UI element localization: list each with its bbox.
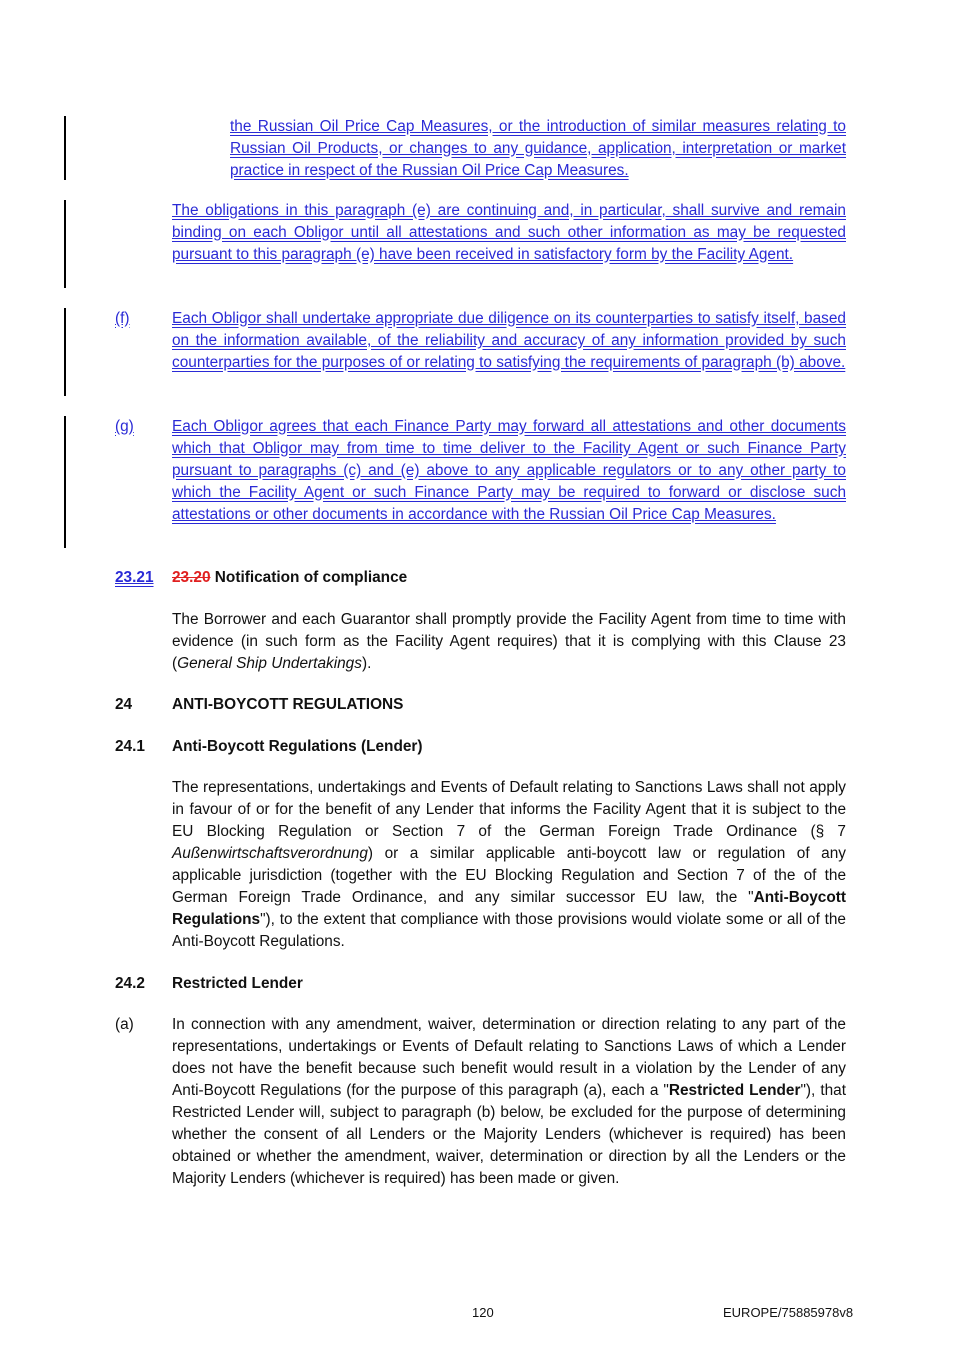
text-run: In connection with any amendment, waiver, determination or direction relating to any part of the representations, undertakings or Events of Default relating to Sanctions Laws of which a Lender does not have the benefit because such benefit would result in a violation by the Lender of any Anti-Boycott Regulations (for the purpose of this paragraph (a), each a " <box>172 1016 846 1099</box>
italic-run: Außenwirtschaftsverordnung <box>172 845 368 862</box>
clause-24-title: ANTI-BOYCOTT REGULATIONS <box>172 696 404 713</box>
text-run: The representations, undertakings and Events of Default relating to Sanctions Laws shall not apply in favour of or for the benefit of any Lender that informs the Facility Agent that it is subject to the EU Blocking Regulation or Section 7 of the German Foreign Trade Ordinance (§ 7 <box>172 779 846 840</box>
change-bar <box>64 116 66 180</box>
page-number: 120 <box>472 1305 494 1320</box>
text-run: ) or a similar applicable anti-boycott law or regulation of any applicable jurisdiction (together with the EU Blocking Regulation and Section 7 of the of the German Foreign Trade Ordinance, and any similar successor EU law, the " <box>172 845 846 906</box>
italic-run: General Ship Undertakings <box>177 655 362 672</box>
clause-24-1-number: 24.1 <box>115 738 145 755</box>
clause-24-2-number: 24.2 <box>115 975 145 992</box>
clause-24-1-title: Anti-Boycott Regulations (Lender) <box>172 738 423 755</box>
paragraph-a-number: (a) <box>115 1016 134 1033</box>
paragraph-f-number: (f) <box>115 310 130 327</box>
change-bar <box>64 416 66 548</box>
paragraph-f-text: Each Obligor shall undertake appropriate due diligence on its counterparties to satisfy itself, based on the information available, of the reliability and accuracy of any information provided by such counterparties for the purposes of or relating to satisfying the requirements of paragraph (b) above. <box>172 310 846 371</box>
document-reference: EUROPE/75885978v8 <box>723 1305 854 1320</box>
inserted-paragraph-obligations: The obligations in this paragraph (e) are continuing and, in particular, shall survive and remain binding on each Obligor until all attestations and such other information as may be requested pursuant to this paragraph (e) have been received in satisfactory form by the Facility Agent. <box>172 202 846 263</box>
text-run: "), to the extent that compliance with those provisions would violate some or all of the Anti-Boycott Regulations. <box>172 911 846 950</box>
clause-24-1-text <box>172 777 846 953</box>
paragraph-a-text <box>172 1014 846 1190</box>
clause-24-2-title: Restricted Lender <box>172 975 303 992</box>
paragraph-g-number: (g) <box>115 418 134 435</box>
bold-run: Restricted Lender <box>668 1082 801 1099</box>
text-run: "), that Restricted Lender will, subject to paragraph (b) below, be excluded for the purpose of determining whether the consent of all Lenders or the Majority Lenders (whichever is required) has been obtained or whether the amendment, waiver, determination or direction by all the Lenders or the Majority Lenders (whichever is required) has been made or given. <box>172 1082 847 1187</box>
clause-23-21-number: 23.21 <box>115 569 154 586</box>
clause-23-21-text <box>172 609 846 675</box>
text-run: The Borrower and each Guarantor shall promptly provide the Facility Agent from time to time with evidence (in such form as the Facility Agent requires) that it is complying with this Clause 23 ( <box>172 611 846 672</box>
paragraph-g-text: Each Obligor agrees that each Finance Party may forward all attestations and other documents which that Obligor may from time to time deliver to the Facility Agent or such Finance Party pursuant to paragraphs (c) and (e) above to any applicable regulators or to any other party to which the Facility Agent or such Finance Party may be required to forward or disclose such attestations or other documents in accordance with the Russian Oil Price Cap Measures. <box>172 418 846 523</box>
change-bar <box>64 308 66 396</box>
deleted-clause-number: 23.20 <box>172 569 211 586</box>
change-bar <box>64 200 66 288</box>
bold-run: Anti-Boycott Regulations <box>172 889 846 928</box>
text-run: ). <box>361 655 372 672</box>
clause-23-21-title: Notification of compliance <box>214 569 408 586</box>
clause-24-number: 24 <box>115 696 133 713</box>
inserted-paragraph-price-cap: the Russian Oil Price Cap Measures, or the introduction of similar measures relating to Russian Oil Products, or changes to any guidance, application, interpretation or market practice in respect of the Russian Oil Price Cap Measures. <box>230 118 846 179</box>
clause-23-21-heading <box>172 567 846 589</box>
